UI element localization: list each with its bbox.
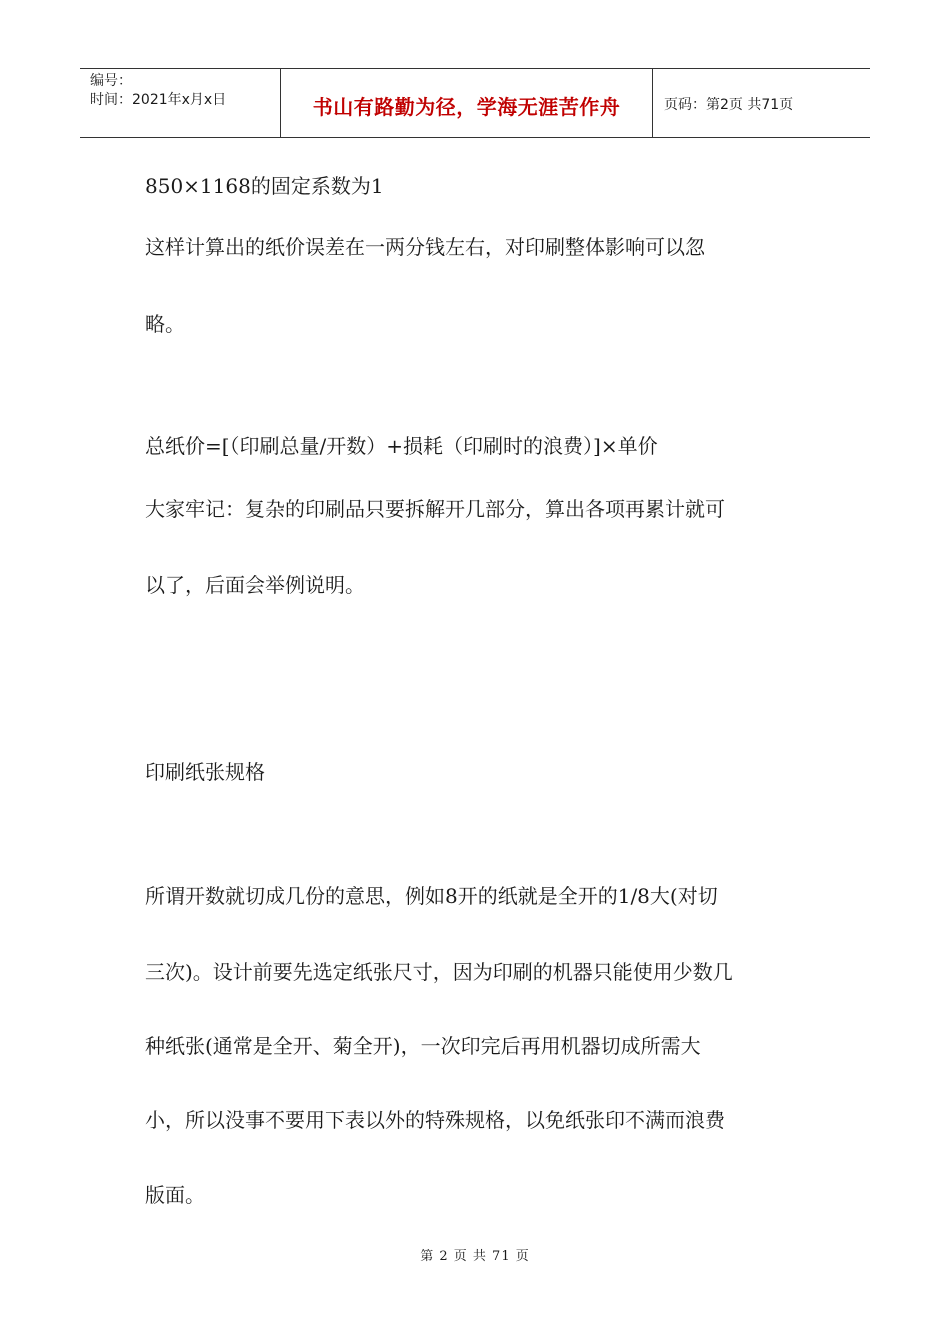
body-line-folds-5: 版面。 [145,1183,205,1207]
document-number-label: 编号： [90,73,132,89]
page-footer: 第 2 页 共 71 页 [420,1249,530,1264]
body-line-remember-cont: 以了，后面会举例说明。 [145,573,365,597]
body-line-folds-4: 小，所以没事不要用下表以外的特殊规格，以免纸张印不满而浪费 [145,1108,725,1132]
body-line-total-price-formula: 总纸价=[（印刷总量/开数）+损耗（印刷时的浪费）]×单价 [145,434,658,458]
body-line-folds-2: 三次)。设计前要先选定纸张尺寸，因为印刷的机器只能使用少数几 [145,960,733,984]
header-motto: 书山有路勤为径，学海无涯苦作舟 [312,94,621,119]
body-line-error-note-cont: 略。 [145,312,185,336]
body-line-folds-3: 种纸张(通常是全开、菊全开)，一次印完后再用机器切成所需大 [145,1034,701,1058]
header-page-info: 页码：第2页 共71页 [664,97,794,113]
page-header [80,68,870,138]
header-meta-cell [80,69,281,137]
body-line-remember: 大家牢记：复杂的印刷品只要拆解开几部分，算出各项再累计就可 [145,497,725,521]
body-line-folds-1: 所谓开数就切成几份的意思，例如8开的纸就是全开的1/8大(对切 [145,884,718,908]
document-date-label: 时间：2021年x月x日 [90,92,227,108]
body-line-fixed-coefficient: 850×1168的固定系数为1 [145,174,384,198]
header-motto-cell [281,69,653,137]
header-page-cell [653,69,870,137]
section-heading-paper-sizes: 印刷纸张规格 [145,760,265,784]
body-line-error-note: 这样计算出的纸价误差在一两分钱左右，对印刷整体影响可以忽 [145,235,705,259]
